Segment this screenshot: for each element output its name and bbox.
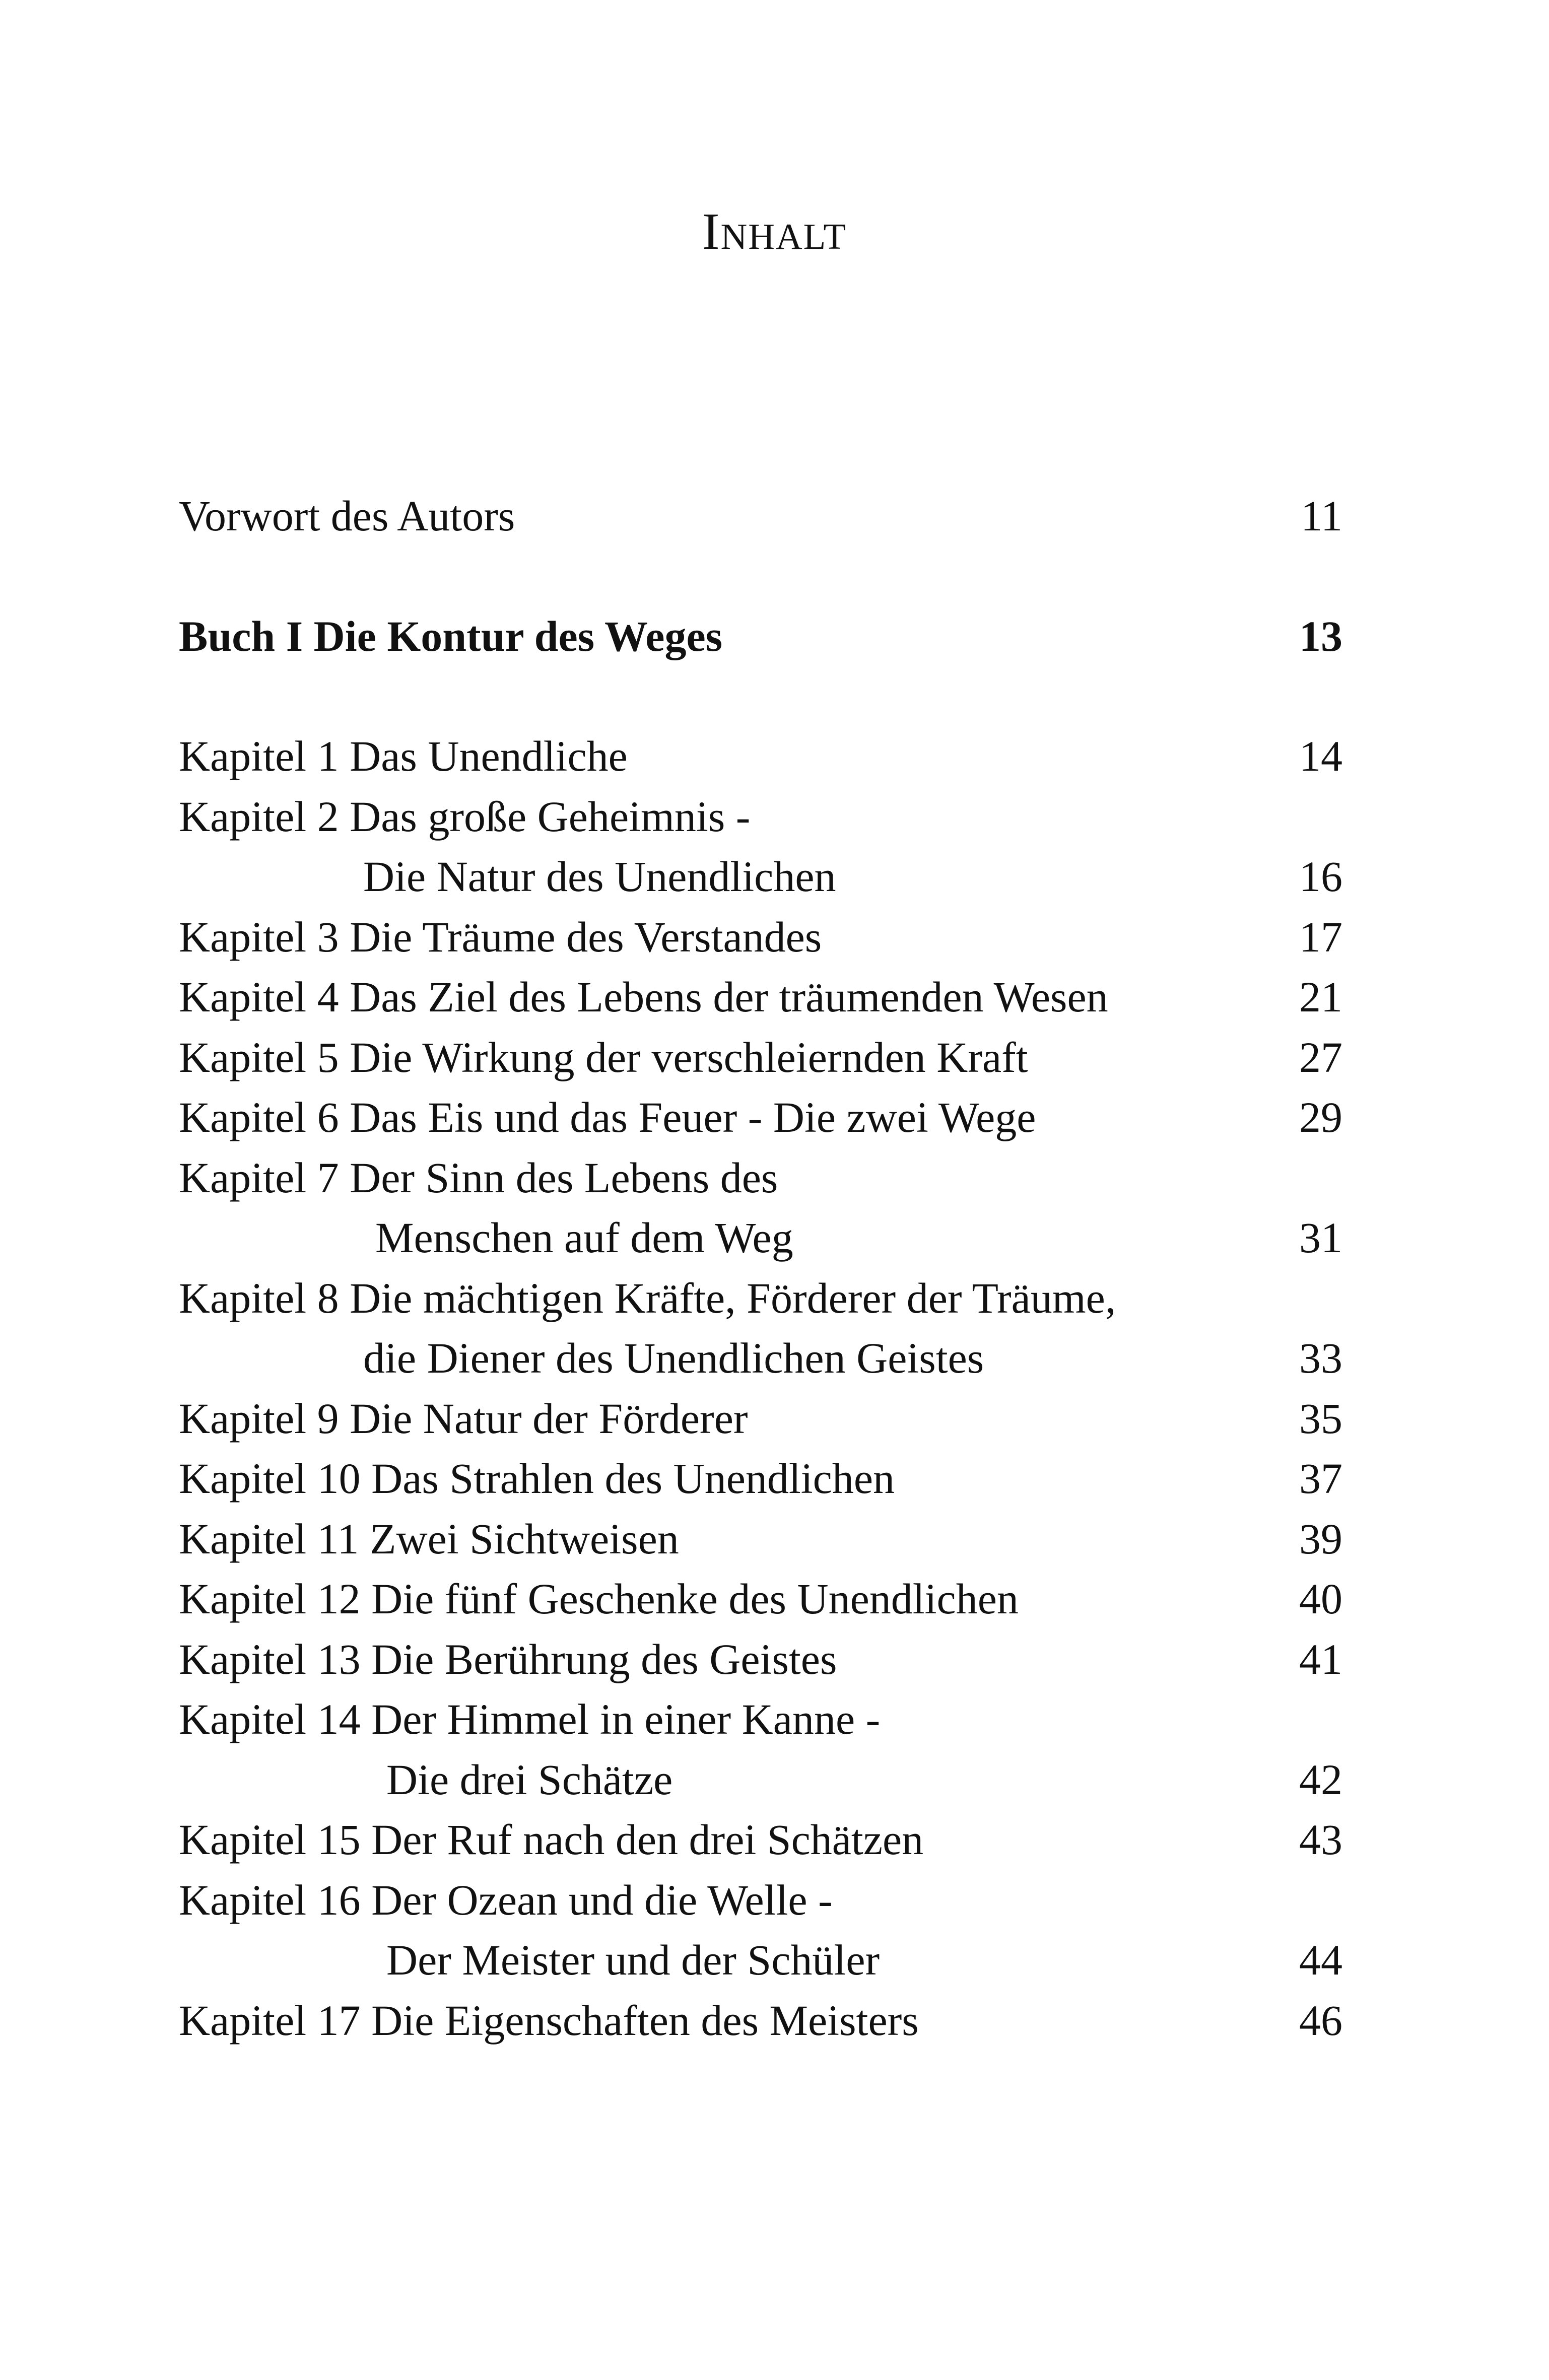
toc-entry-page: 16 [1299, 852, 1342, 901]
toc-entry-label: die Diener des Unendlichen Geistes [363, 1334, 984, 1382]
toc-entry-label: Kapitel 9 Die Natur der Förderer [179, 1394, 748, 1443]
toc-entry-kapitel-6 [179, 1087, 1342, 1148]
toc-entry-kapitel-17 [179, 1991, 1342, 2051]
toc-entry-label: Kapitel 15 Der Ruf nach den drei Schätzen [179, 1815, 924, 1864]
toc-entry-page: 43 [1299, 1815, 1342, 1864]
toc-entry-page: 40 [1299, 1575, 1342, 1623]
toc-entry-label: Die Natur des Unendlichen [363, 852, 836, 901]
toc-entry-page: 39 [1299, 1514, 1342, 1563]
toc-entry-page: 42 [1299, 1755, 1342, 1804]
toc-entry-page: 37 [1299, 1454, 1342, 1503]
toc-entry-label: Kapitel 7 Der Sinn des Lebens des [179, 1153, 778, 1202]
toc-entry-kapitel-8 [179, 1268, 1342, 1329]
toc-entry-kapitel-3 [179, 907, 1342, 968]
toc-entry-kapitel-16-continued [179, 1930, 1342, 1991]
toc-entry-kapitel-5 [179, 1028, 1342, 1088]
toc-entry-kapitel-11 [179, 1509, 1342, 1570]
toc-entry-label: Menschen auf dem Weg [375, 1213, 793, 1262]
toc-entry-kapitel-12 [179, 1569, 1342, 1629]
toc-entry-page: 41 [1299, 1635, 1342, 1683]
toc-entry-kapitel-4 [179, 967, 1342, 1028]
toc-entry-label: Kapitel 2 Das große Geheimnis - [179, 792, 751, 841]
toc-entry-label: Kapitel 3 Die Träume des Verstandes [179, 912, 822, 961]
toc-entry-label: Kapitel 1 Das Unendliche [179, 732, 628, 780]
table-of-contents [179, 486, 1342, 2051]
toc-entry-kapitel-2-continued [179, 847, 1342, 907]
toc-entry-kapitel-10 [179, 1449, 1342, 1509]
toc-entry-page: 27 [1299, 1033, 1342, 1081]
toc-entry-label: Kapitel 13 Die Berührung des Geistes [179, 1635, 837, 1683]
toc-entry-kapitel-14 [179, 1689, 1342, 1750]
toc-entry-page: 14 [1299, 732, 1342, 780]
toc-entry-buch-1 [179, 606, 1342, 667]
toc-entry-kapitel-13 [179, 1629, 1342, 1690]
toc-entry-label: Der Meister und der Schüler [386, 1936, 880, 1984]
toc-entry-page: 17 [1299, 912, 1342, 961]
toc-entry-label: Kapitel 6 Das Eis und das Feuer - Die zwei Wege [179, 1093, 1036, 1141]
toc-entry-kapitel-1 [179, 726, 1342, 787]
toc-entry-label: Kapitel 16 Der Ozean und die Welle - [179, 1875, 833, 1924]
toc-entry-kapitel-16 [179, 1870, 1342, 1931]
toc-entry-page: 21 [1299, 973, 1342, 1021]
toc-entry-page: 33 [1299, 1334, 1342, 1382]
toc-entry-page: 31 [1299, 1213, 1342, 1262]
toc-entry-label: Die drei Schätze [386, 1755, 673, 1804]
toc-entry-vorwort [179, 486, 1342, 547]
toc-entry-label: Kapitel 8 Die mächtigen Kräfte, Förderer der Träume, [179, 1273, 1116, 1322]
toc-entry-kapitel-9 [179, 1389, 1342, 1449]
toc-entry-label: Kapitel 11 Zwei Sichtweisen [179, 1514, 679, 1563]
toc-entry-kapitel-7-continued [179, 1208, 1342, 1268]
toc-entry-label: Kapitel 12 Die fünf Geschenke des Unendlichen [179, 1575, 1019, 1623]
toc-entry-page: 11 [1301, 492, 1342, 540]
toc-entry-kapitel-14-continued [179, 1750, 1342, 1810]
toc-entry-label: Kapitel 14 Der Himmel in einer Kanne - [179, 1695, 881, 1743]
toc-entry-label: Kapitel 4 Das Ziel des Lebens der träumenden Wesen [179, 973, 1108, 1021]
toc-entry-page: 44 [1299, 1936, 1342, 1984]
toc-entry-label: Buch I Die Kontur des Weges [179, 611, 723, 660]
toc-entry-page: 29 [1299, 1093, 1342, 1141]
toc-entry-label: Vorwort des Autors [179, 492, 515, 540]
toc-entry-page: 46 [1299, 1996, 1342, 2045]
toc-entry-page: 35 [1299, 1394, 1342, 1443]
toc-entry-page: 13 [1299, 611, 1342, 660]
toc-entry-label: Kapitel 17 Die Eigenschaften des Meisters [179, 1996, 919, 2045]
toc-entry-kapitel-7 [179, 1148, 1342, 1208]
toc-entry-label: Kapitel 5 Die Wirkung der verschleiernden Kraft [179, 1033, 1028, 1081]
toc-entry-kapitel-8-continued [179, 1328, 1342, 1389]
page-title: Inhalt [702, 202, 847, 260]
toc-entry-label: Kapitel 10 Das Strahlen des Unendlichen [179, 1454, 895, 1503]
toc-entry-kapitel-2 [179, 787, 1342, 847]
toc-entry-kapitel-15 [179, 1810, 1342, 1870]
